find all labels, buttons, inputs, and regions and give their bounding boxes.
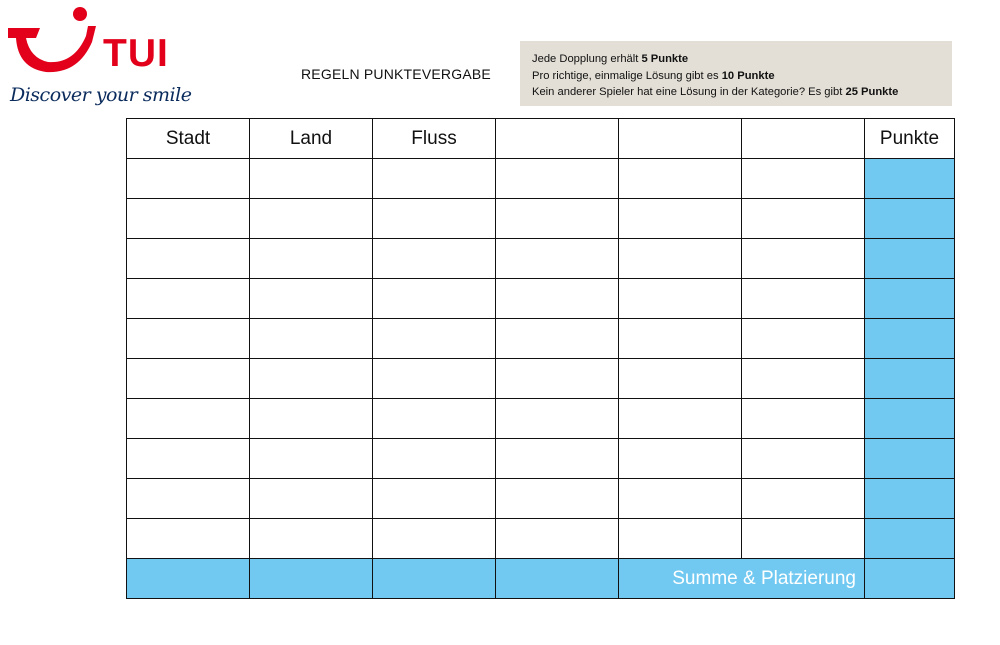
answer-cell[interactable]: [742, 159, 865, 199]
table-row: [127, 159, 955, 199]
answer-cell[interactable]: [619, 279, 742, 319]
answer-cell[interactable]: [250, 519, 373, 559]
answer-cell[interactable]: [496, 239, 619, 279]
total-points-cell[interactable]: [865, 559, 955, 599]
answer-cell[interactable]: [619, 519, 742, 559]
answer-cell[interactable]: [250, 399, 373, 439]
column-header: [496, 119, 619, 159]
brand-name: TUI: [103, 32, 169, 75]
answer-cell[interactable]: [127, 319, 250, 359]
answer-cell[interactable]: [127, 159, 250, 199]
table-row: [127, 399, 955, 439]
points-cell[interactable]: [865, 239, 955, 279]
rule-line: Kein anderer Spieler hat eine Lösung in der Kategorie? Es gibt 25 Punkte: [532, 86, 899, 98]
answer-cell[interactable]: [619, 439, 742, 479]
answer-cell[interactable]: [127, 239, 250, 279]
answer-cell[interactable]: [496, 479, 619, 519]
answer-cell[interactable]: [250, 159, 373, 199]
brand-tagline: Discover your smile: [10, 84, 192, 106]
answer-cell[interactable]: [127, 519, 250, 559]
answer-cell[interactable]: [373, 319, 496, 359]
answer-cell[interactable]: [496, 399, 619, 439]
answer-cell[interactable]: [127, 359, 250, 399]
points-cell[interactable]: [865, 439, 955, 479]
answer-cell[interactable]: [373, 239, 496, 279]
answer-cell[interactable]: [619, 159, 742, 199]
answer-cell[interactable]: [496, 359, 619, 399]
answer-cell[interactable]: [373, 279, 496, 319]
answer-cell[interactable]: [496, 199, 619, 239]
answer-cell[interactable]: [373, 479, 496, 519]
table-row: [127, 439, 955, 479]
summary-cell[interactable]: [250, 559, 373, 599]
rule-line: Pro richtige, einmalige Lösung gibt es 10 Punkte: [532, 69, 775, 82]
tui-smile-icon: [6, 6, 106, 76]
table-row: [127, 359, 955, 399]
answer-cell[interactable]: [250, 199, 373, 239]
score-table: [126, 118, 955, 599]
table-row: [127, 199, 955, 239]
answer-cell[interactable]: [619, 319, 742, 359]
answer-cell[interactable]: [127, 479, 250, 519]
column-header: [619, 119, 742, 159]
answer-cell[interactable]: [250, 279, 373, 319]
answer-cell[interactable]: [496, 279, 619, 319]
answer-cell[interactable]: [619, 479, 742, 519]
header-row: [127, 119, 955, 159]
answer-cell[interactable]: [250, 439, 373, 479]
points-cell[interactable]: [865, 199, 955, 239]
answer-cell[interactable]: [250, 479, 373, 519]
summary-label: Summe & Platzierung: [619, 559, 865, 599]
answer-cell[interactable]: [619, 399, 742, 439]
table-row: [127, 239, 955, 279]
points-cell[interactable]: [865, 159, 955, 199]
points-cell[interactable]: [865, 359, 955, 399]
answer-cell[interactable]: [373, 519, 496, 559]
summary-row: [127, 559, 955, 599]
points-cell[interactable]: [865, 319, 955, 359]
rule-line: Jede Dopplung erhält 5 Punkte: [532, 53, 689, 65]
answer-cell[interactable]: [619, 199, 742, 239]
answer-cell[interactable]: [742, 519, 865, 559]
answer-cell[interactable]: [373, 399, 496, 439]
answer-cell[interactable]: [742, 359, 865, 399]
tui-logo: [6, 6, 192, 116]
answer-cell[interactable]: [619, 359, 742, 399]
answer-cell[interactable]: [742, 399, 865, 439]
answer-cell[interactable]: [742, 319, 865, 359]
answer-cell[interactable]: [127, 199, 250, 239]
answer-cell[interactable]: [373, 359, 496, 399]
answer-cell[interactable]: [127, 279, 250, 319]
answer-cell[interactable]: [250, 239, 373, 279]
table-row: [127, 519, 955, 559]
answer-cell[interactable]: [250, 319, 373, 359]
answer-cell[interactable]: [250, 359, 373, 399]
points-cell[interactable]: [865, 519, 955, 559]
column-header: [742, 119, 865, 159]
points-cell[interactable]: [865, 399, 955, 439]
table-row: [127, 479, 955, 519]
answer-cell[interactable]: [742, 199, 865, 239]
rules-box: [520, 41, 952, 106]
answer-cell[interactable]: [742, 479, 865, 519]
answer-cell[interactable]: [742, 279, 865, 319]
answer-cell[interactable]: [127, 399, 250, 439]
column-header: Punkte: [865, 119, 955, 159]
answer-cell[interactable]: [742, 239, 865, 279]
answer-cell[interactable]: [496, 159, 619, 199]
answer-cell[interactable]: [373, 199, 496, 239]
points-cell[interactable]: [865, 479, 955, 519]
summary-cell[interactable]: [127, 559, 250, 599]
answer-cell[interactable]: [373, 439, 496, 479]
answer-cell[interactable]: [127, 439, 250, 479]
rules-title: REGELN PUNKTEVERGABE: [301, 66, 491, 82]
table-row: [127, 319, 955, 359]
answer-cell[interactable]: [373, 159, 496, 199]
summary-cell[interactable]: [496, 559, 619, 599]
answer-cell[interactable]: [619, 239, 742, 279]
table-row: [127, 279, 955, 319]
column-header: Stadt: [127, 119, 250, 159]
answer-cell[interactable]: [496, 439, 619, 479]
column-header: Fluss: [373, 119, 496, 159]
column-header: Land: [250, 119, 373, 159]
answer-cell[interactable]: [496, 519, 619, 559]
answer-cell[interactable]: [742, 439, 865, 479]
summary-cell[interactable]: [373, 559, 496, 599]
answer-cell[interactable]: [496, 319, 619, 359]
points-cell[interactable]: [865, 279, 955, 319]
